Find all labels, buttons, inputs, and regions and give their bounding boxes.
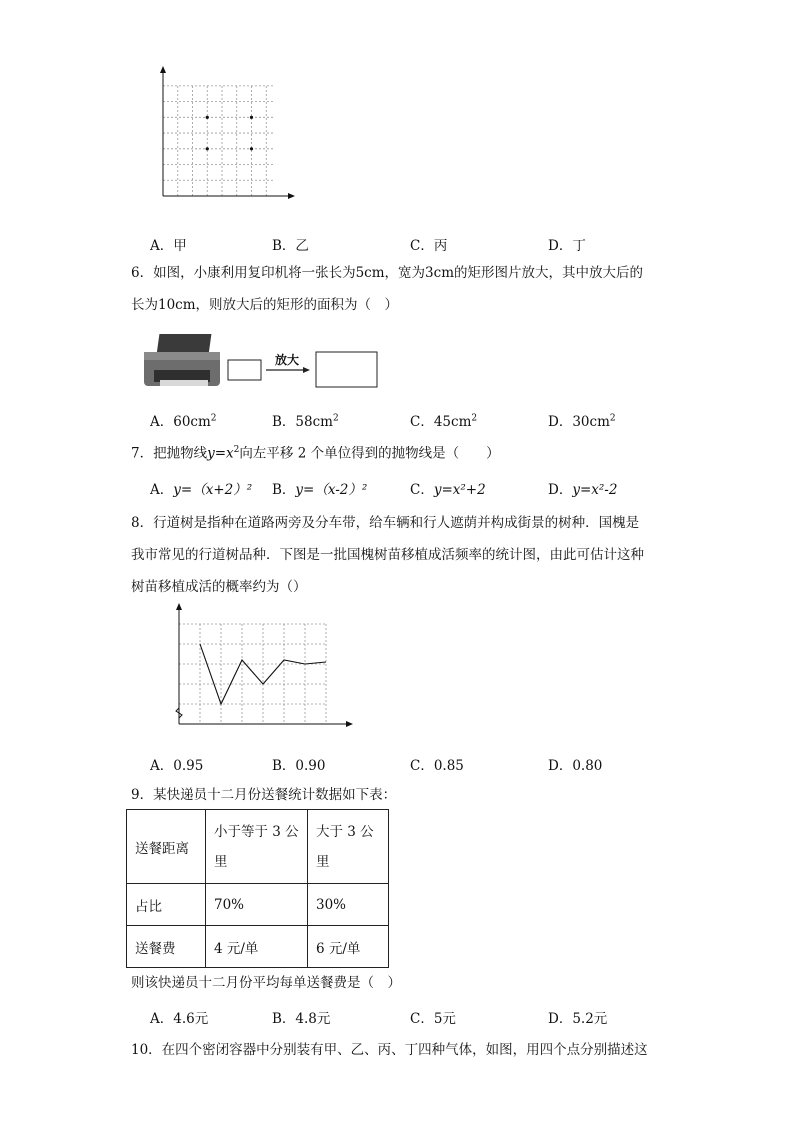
q8-option-b[interactable]: B．0.90 [272,758,326,774]
q5-option-c[interactable]: C．丙 [410,238,448,254]
y-axis-arrow [160,66,166,73]
q9-intro: 9．某快递员十二月份送餐统计数据如下表： [131,787,397,803]
q8-text-line3: 树苗移植成活的概率约为（） [131,579,307,595]
q9-option-b[interactable]: B．4.8元 [272,1011,331,1027]
survival-frequency-line-chart [125,600,395,745]
q5-option-d[interactable]: D．丁 [548,238,586,254]
q6-text-line2: 长为10cm，则放大后的矩形的面积为（ ） [131,297,399,313]
table-cell: 4 元/单 [206,926,308,968]
table-cell: 小于等于 3 公里 [206,810,308,884]
x-axis-arrow [346,721,353,727]
table-cell: 送餐距离 [127,810,206,884]
data-point [250,116,253,119]
q6-option-d[interactable]: D．$30cm^2$ [548,413,616,430]
q7-option-d[interactable]: D．y=x²-2 [548,482,618,498]
q5-option-a[interactable]: A．甲 [150,238,187,254]
data-point [206,116,209,119]
q6-text-line1: 6．如图，小康利用复印机将一张长为5cm，宽为3cm的矩形图片放大，其中放大后的 [131,265,643,281]
q7-option-b[interactable]: B．y=（x-2）² [272,482,368,498]
q9-option-a[interactable]: A．4.6元 [150,1011,209,1027]
table-row [127,884,389,926]
q7-text: 7．把抛物线$y=x^2$向左平移 2 个单位得到的抛物线是（ ） [131,445,500,462]
printer-icon [144,334,220,386]
delivery-table [126,809,389,968]
q5-option-b[interactable]: B．乙 [272,238,309,254]
copier-illustration [140,330,385,392]
q10-text-line1: 10．在四个密闭容器中分别装有甲、乙、丙、丁四种气体，如图，用四个点分别描述这 [131,1042,648,1058]
q8-option-d[interactable]: D．0.80 [548,758,603,774]
x-axis-arrow [288,193,295,199]
q6-option-b[interactable]: B．$58cm^2$ [272,413,339,430]
q7-option-a[interactable]: A．y=（x+2）² [150,482,253,498]
q8-text-line2: 我市常见的行道树品种．下图是一批国槐树苗移植成活频率的统计图，由此可估计这种 [131,547,644,563]
q6-option-a[interactable]: A．$60cm^2$ [150,413,217,430]
enlarge-label: 放大 [274,353,300,367]
table-row [127,926,389,968]
table-row [127,810,389,884]
variance-scatter-chart [125,64,345,220]
q8-text-line1: 8．行道树是指种在道路两旁及分车带，给车辆和行人遮荫并构成街景的树种．国槐是 [131,515,640,531]
table-cell: 70% [206,884,308,926]
q6-option-c[interactable]: C．$45cm^2$ [410,413,478,430]
q9-option-d[interactable]: D．5.2元 [548,1011,608,1027]
y-axis-arrow [176,603,182,610]
q7-option-c[interactable]: C．y=x²+2 [410,482,486,498]
data-point [206,147,209,150]
q9-option-c[interactable]: C．5元 [410,1011,456,1027]
table-cell: 6 元/单 [308,926,389,968]
data-point [250,147,253,150]
q8-option-c[interactable]: C．0.85 [410,758,464,774]
table-cell: 占比 [127,884,206,926]
large-rectangle [316,352,377,387]
q9-question: 则该快递员十二月份平均每单送餐费是（ ） [131,975,401,991]
table-cell: 送餐费 [127,926,206,968]
q8-option-a[interactable]: A．0.95 [150,758,204,774]
small-rectangle [228,360,261,380]
table-cell: 大于 3 公里 [308,810,389,884]
table-cell: 30% [308,884,389,926]
